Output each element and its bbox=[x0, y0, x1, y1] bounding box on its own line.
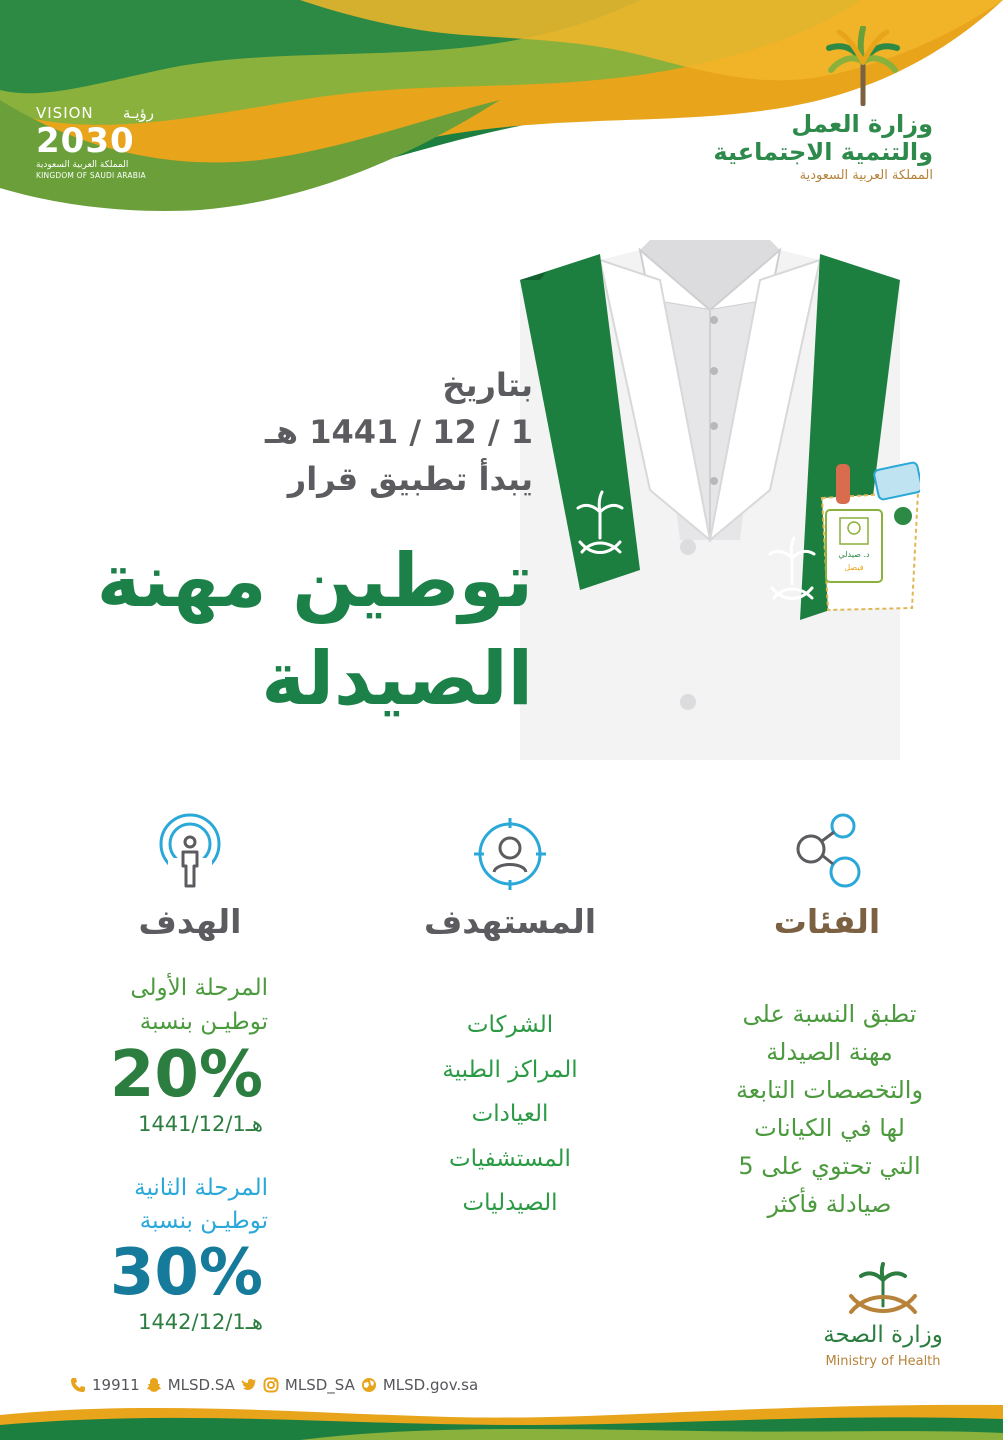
date-block bbox=[113, 362, 533, 503]
target-list bbox=[400, 1003, 620, 1226]
pharmacist-coat-illustration bbox=[500, 240, 920, 760]
vision-ar-label: رؤيـة bbox=[122, 104, 154, 122]
phone-number[interactable]: 19911 bbox=[92, 1376, 140, 1394]
website-link[interactable]: MLSD.gov.sa bbox=[382, 1376, 479, 1394]
target-item: العيادات bbox=[471, 1101, 549, 1127]
ministry-country: المملكة العربية السعودية bbox=[799, 168, 933, 183]
snapchat-handle[interactable]: MLSD.SA bbox=[167, 1376, 235, 1394]
user-target-icon bbox=[472, 816, 548, 892]
categories-line: تطبق النسبة على bbox=[742, 1000, 917, 1028]
website-icon bbox=[361, 1377, 377, 1393]
categories-line: والتخصصات التابعة bbox=[735, 1076, 924, 1104]
date-label: بتاريخ bbox=[442, 366, 533, 404]
ministry-logo bbox=[673, 26, 933, 196]
broadcast-person-icon bbox=[158, 812, 222, 890]
categories-line: لها في الكيانات bbox=[754, 1114, 905, 1142]
phase2-rate-label: توطيـن بنسبة bbox=[139, 1208, 268, 1234]
target-item: الشركات bbox=[466, 1012, 554, 1038]
target-item: الصيدليات bbox=[462, 1190, 558, 1216]
shirt-button-4 bbox=[710, 477, 718, 485]
categories-line: التي تحتوي على 5 bbox=[738, 1152, 921, 1180]
footer-contacts bbox=[70, 1373, 478, 1397]
target-title: المستهدف bbox=[423, 902, 597, 941]
ministry-name-line2: والتنمية الاجتماعية bbox=[713, 138, 933, 166]
instagram-handle[interactable]: MLSD_SA bbox=[284, 1376, 355, 1394]
shirt-button-3 bbox=[710, 422, 718, 430]
moh-emblem-icon bbox=[843, 1262, 923, 1322]
date-value: 1 / 12 / 1441 هـ bbox=[264, 413, 533, 451]
target-item: المراكز الطبية bbox=[442, 1056, 578, 1083]
headline-title bbox=[33, 532, 533, 728]
phone-icon bbox=[70, 1377, 86, 1393]
shirt-button-2 bbox=[710, 367, 718, 375]
vision-kingdom-en: KINGDOM OF SAUDI ARABIA bbox=[36, 171, 146, 180]
badge-text-line2: فيصل bbox=[844, 563, 864, 572]
headline-line2: الصيدلة bbox=[261, 636, 533, 722]
badge-seal bbox=[894, 507, 912, 525]
categories-line: صيادلة فأكثر bbox=[767, 1190, 892, 1218]
moh-name-en: Ministry of Health bbox=[825, 1354, 941, 1369]
moh-logo bbox=[818, 1262, 948, 1382]
categories-line: مهنة الصيدلة bbox=[766, 1038, 893, 1066]
vision-2030-logo bbox=[36, 104, 166, 194]
categories-title: الفئات bbox=[773, 902, 881, 941]
vision-kingdom-ar: المملكة العربية السعودية bbox=[36, 160, 129, 170]
phase1-rate-label: توطيـن بنسبة bbox=[139, 1009, 268, 1035]
headline-line1: توطين مهنة bbox=[96, 538, 533, 624]
phase1-percent: 20% bbox=[109, 1038, 263, 1112]
palm-tree-icon bbox=[823, 26, 903, 106]
snapchat-icon bbox=[146, 1377, 162, 1393]
categories-description bbox=[712, 995, 947, 1223]
badge-text-line1: د. صيدلي bbox=[838, 550, 870, 559]
ministry-name-line1: وزارة العمل bbox=[791, 110, 933, 138]
coat-button-1 bbox=[680, 539, 696, 555]
pill-bottle bbox=[836, 464, 850, 504]
bottom-swoosh-decoration bbox=[0, 1395, 1003, 1440]
coat-button-2 bbox=[680, 694, 696, 710]
moh-name-ar: وزارة الصحة bbox=[823, 1322, 943, 1348]
target-item: المستشفيات bbox=[449, 1145, 571, 1172]
share-icon bbox=[793, 812, 865, 890]
phase2-percent: 30% bbox=[109, 1236, 263, 1310]
decision-starts-text: يبدأ تطبيق قرار bbox=[287, 460, 533, 498]
goal-title: الهدف bbox=[138, 902, 242, 941]
vision-en-label: VISION bbox=[36, 104, 94, 122]
phase2-date: 1442/12/1هـ bbox=[138, 1310, 263, 1334]
instagram-icon bbox=[263, 1377, 279, 1393]
twitter-icon bbox=[241, 1377, 257, 1393]
phase1-date: 1441/12/1هـ bbox=[138, 1112, 263, 1136]
shirt-button-1 bbox=[710, 316, 718, 324]
phase2-label: المرحلة الثانية bbox=[134, 1175, 268, 1201]
vision-year: 2030 bbox=[36, 121, 135, 161]
phase1-label: المرحلة الأولى bbox=[130, 975, 268, 1001]
